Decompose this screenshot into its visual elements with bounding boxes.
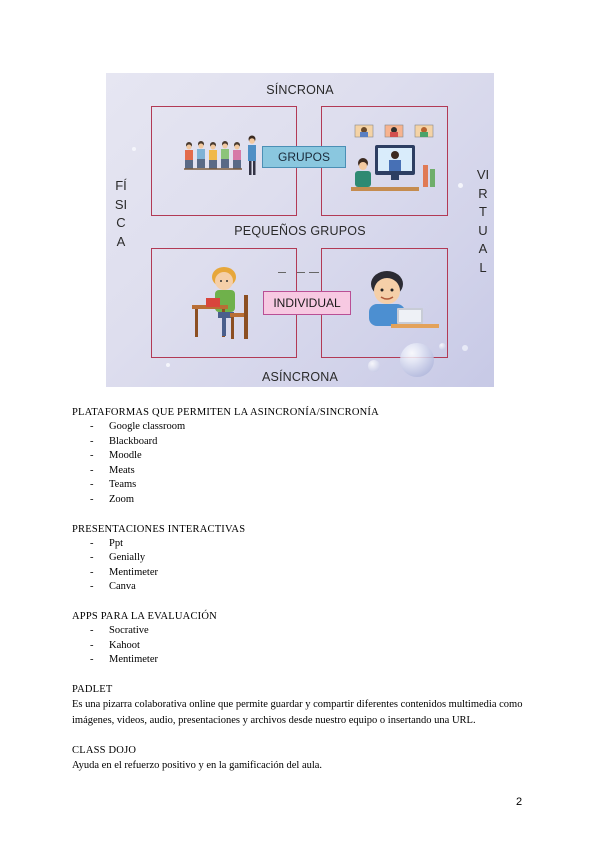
label-small-groups: PEQUEÑOS GRUPOS bbox=[234, 224, 366, 238]
list-item: - Kahoot bbox=[72, 639, 542, 654]
page-number: 2 bbox=[516, 796, 523, 808]
section-heading-evaluation: APPS PARA LA EVALUACIÓN bbox=[72, 610, 217, 622]
section-heading-padlet: PADLET bbox=[72, 683, 113, 695]
water-drop bbox=[400, 343, 434, 377]
list-item: - Zoom bbox=[72, 493, 542, 508]
list-item: - Canva bbox=[72, 580, 542, 595]
label-virtual: VIRTUAL bbox=[476, 167, 490, 275]
list-item: - Meats bbox=[72, 464, 542, 479]
list-item: - Socrative bbox=[72, 624, 542, 639]
list-item: - Ppt bbox=[72, 537, 542, 552]
student-laptop-illustration bbox=[361, 268, 443, 338]
list-item: - Blackboard bbox=[72, 435, 542, 450]
dash-mark bbox=[309, 272, 319, 273]
dash-mark bbox=[278, 272, 286, 273]
water-drop bbox=[439, 343, 446, 350]
modalities-diagram bbox=[106, 73, 494, 387]
label-synchronous: SÍNCRONA bbox=[266, 83, 334, 97]
evaluation-list bbox=[72, 624, 542, 668]
padlet-description: Es una pizarra colaborativa online que permite guardar y compartir diferentes contenidos multimedia como imágenes, videos, audio, presentaciones y archivos desde nuestro equipo o insertando una URL. bbox=[72, 698, 523, 726]
section-heading-presentations: PRESENTACIONES INTERACTIVAS bbox=[72, 523, 246, 535]
groups-box: GRUPOS bbox=[262, 146, 346, 168]
water-drop bbox=[166, 363, 170, 367]
section-heading-classdojo: CLASS DOJO bbox=[72, 744, 137, 756]
list-item: - Google classroom bbox=[72, 420, 542, 435]
student-reading-illustration bbox=[188, 265, 250, 343]
section-heading-platforms: PLATAFORMAS QUE PERMITEN LA ASINCRONÍA/SINCRONÍA bbox=[72, 407, 379, 418]
water-drop bbox=[132, 147, 136, 151]
list-item: - Mentimeter bbox=[72, 653, 542, 668]
water-drop bbox=[458, 183, 463, 188]
platforms-list bbox=[72, 420, 542, 508]
label-physical: FÍSICA bbox=[114, 178, 128, 249]
water-drop bbox=[462, 345, 468, 351]
individual-box: INDIVIDUAL bbox=[263, 291, 351, 315]
water-drop bbox=[368, 360, 380, 372]
list-item: - Teams bbox=[72, 478, 542, 493]
video-call-illustration bbox=[351, 123, 441, 198]
list-item: - Mentimeter bbox=[72, 566, 542, 581]
dash-mark bbox=[297, 272, 305, 273]
document-body bbox=[72, 405, 542, 774]
presentations-list bbox=[72, 537, 542, 595]
label-asynchronous: ASÍNCRONA bbox=[261, 370, 339, 384]
classdojo-description: Ayuda en el refuerzo positivo y en la gamificación del aula. bbox=[72, 759, 323, 771]
list-item: - Moodle bbox=[72, 449, 542, 464]
list-item: - Genially bbox=[72, 551, 542, 566]
group-class-illustration bbox=[182, 135, 262, 185]
